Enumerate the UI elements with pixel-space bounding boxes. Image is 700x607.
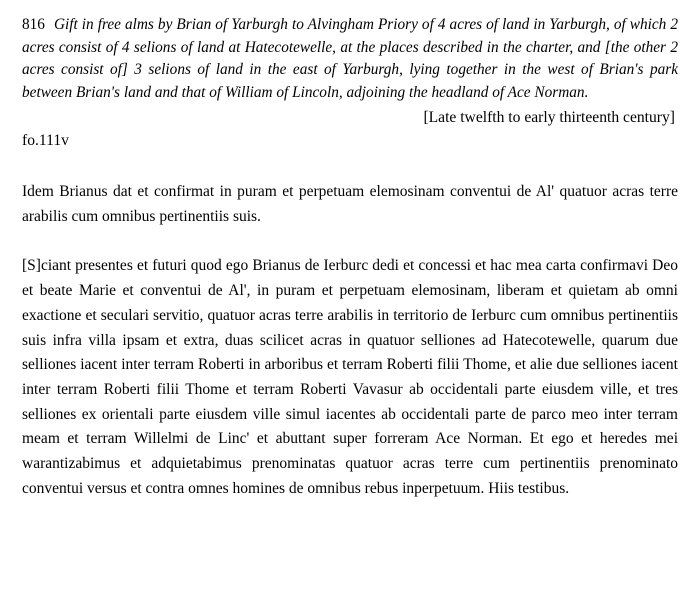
- folio-reference: fo.111v: [22, 132, 69, 149]
- document-page: [22, 14, 678, 501]
- charter-date: [Late twelfth to early thirteenth century]: [423, 109, 675, 126]
- charter-number: 816: [22, 16, 45, 33]
- charter-heading: [22, 14, 678, 104]
- charter-text-paragraph: [S]ciant presentes et futuri quod ego Brianus de Ierburc dedi et concessi et hac mea carta confirmavi Deo et beate Marie et conventui de Al', in puram et perpetuam elemosinam, liberam et quietam ab omni exactione et seculari servitio, quatuor acras terre arabilis in territorio de Ierburc cum omnibus pertinentiis suis infra villa ipsam et extra, duas scilicet acras in quatuor selliones ad Hatecotewelle, quarum due selliones iacent inter terram Roberti in arboribus et terram Roberti filii Thome, et alie due selliones iacent inter terram Roberti filii Thome et terram Roberti Vavasur ab occidentali parte eiusdem ville, et tres selliones ex orientali parte eiusdem ville simul iacentes ab occidentali parte de parco meo inter terram meam et terram Willelmi de Linc' et abuttant super forreram Ace Norman. Et ego et heredes mei warantizabimus et adquietabimus prenominatas quatuor acras terre cum pertinentiis prenominato conventui versus et contra omnes homines de omnibus rebus inperpetuum. Hiis testibus.: [22, 257, 678, 497]
- charter-summary: Gift in free alms by Brian of Yarburgh to Alvingham Priory of 4 acres of land in Yarburgh, of which 2 acres consist of 4 selions of land at Hatecotewelle, at the places described in the charter, and [the other 2 acres consist of] 3 selions of land in the east of Yarburgh, lying together in the west of Brian's park between Brian's land and that of William of Lincoln, adjoining the headland of Ace Norman.: [22, 16, 678, 101]
- rubric-paragraph: Idem Brianus dat et confirmat in puram et perpetuam elemosinam conventui de Al' quatuor acras terre arabilis cum omnibus pertinentiis suis.: [22, 183, 678, 225]
